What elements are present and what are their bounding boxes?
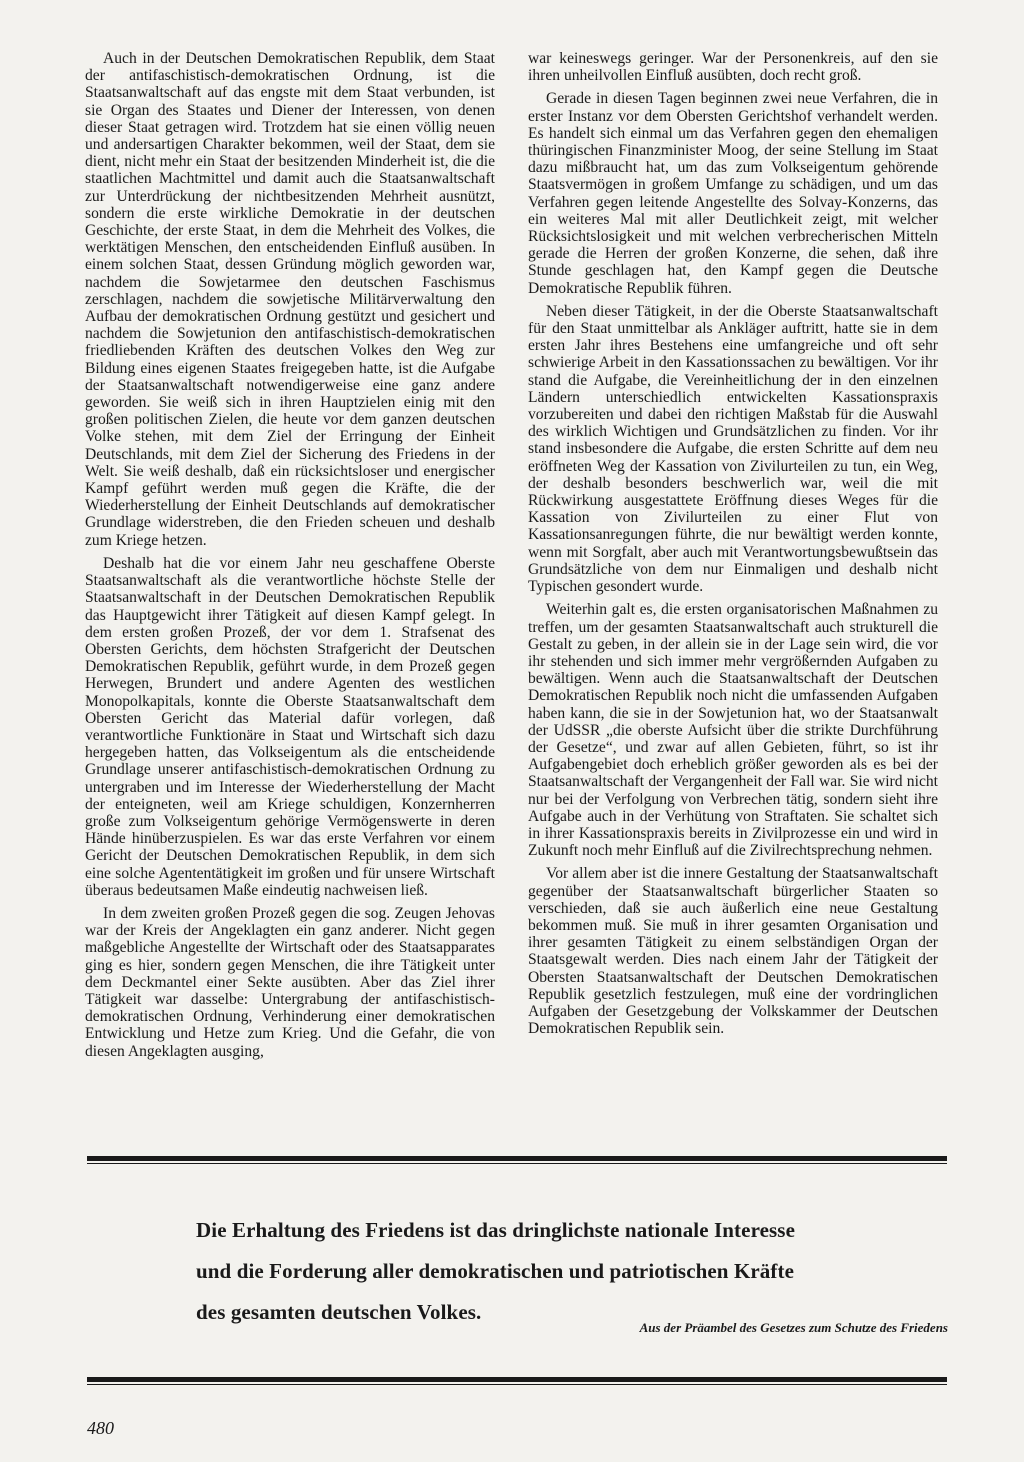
top-divider-rule — [87, 1156, 947, 1161]
paragraph: Gerade in diesen Tagen beginnen zwei neue Verfahren, die in erster Instanz vor dem Obersten Gerichtshof verhandelt werden. Es handelt sich einmal um das Verfahren gegen den ehemaligen thüringischen Finanzminister Moog, der seine Stellung im Staat dazu mißbraucht hat, um das zum Volkseigentum gehörende Staatsvermögen in großem Umfange zu schädigen, und um das Verfahren gegen leitende Angestellte des Solvay-Konzerns, das ein weiteres Mal mit aller Deutlichkeit zeigt, mit welcher Rücksichtslosigkeit und mit welchen verbrecherischen Mitteln gerade die Herren der großen Konzerne, die sehen, daß ihre Stunde geschlagen hat, den Kampf gegen die Deutsche Demokratische Republik führen. — [528, 90, 938, 297]
paragraph: Neben dieser Tätigkeit, in der die Oberste Staatsanwaltschaft für den Staat unmittelbar als Ankläger auftritt, hatte sie in dem ersten Jahr ihres Bestehens eine umfangreiche und oft sehr schwierige Arbeit in den Kassationssachen zu bewältigen. Vor ihr stand die Aufgabe, die Vereinheitlichung der in den einzelnen Ländern unterschiedlich entwickelten Kassationspraxis vorzubereiten und dabei den richtigen Maßstab für die Auswahl des wirklich Wichtigen und Grundsätzlichen zu finden. Vor ihr stand insbesondere die Aufgabe, die ersten Schritte auf dem neu eröffneten Weg der Kassation von Zivilurteilen zu tun, ein Weg, der deshalb besonders beschwerlich war, weil die mit Rückwirkung ausgestattete Eröffnung dieses Weges für die Kassation von Zivilurteilen zu einer Flut von Kassationsanregungen führte, die nur bewältigt werden konnte, wenn mit Sorgfalt, aber auch mit Verantwortungsbewußtsein das Grundsätzliche von dem nur Einmaligen und deshalb nicht Typischen gesondert wurde. — [528, 302, 938, 596]
paragraph: Vor allem aber ist die innere Gestaltung der Staatsanwaltschaft gegenüber der Staatsanwaltschaft bürgerlicher Staaten so verschieden, daß sie auch äußerlich eine neue Gestaltung bekommen muß. Sie muß in ihrer gesamten Organisation und ihrer gesamten Tätigkeit zu einem selbständigen Organ der Staatsgewalt werden. Dies nach einem Jahr der Tätigkeit der Obersten Staatsanwaltschaft der Deutschen Demokratischen Republik gesetzlich festzulegen, muß eine der vordringlichen Aufgaben der Gesetzgebung der Volkskammer der Deutschen Demokratischen Republik sein. — [528, 865, 938, 1038]
quote-source: Aus der Präambel des Gesetzes zum Schutze des Friedens — [639, 1320, 948, 1335]
paragraph: Auch in der Deutschen Demokratischen Republik, dem Staat der antifaschistisch-demokratischen Ordnung, ist die Staatsanwaltschaft auf das engste mit dem Staat verbunden, ist sie Organ des Staates und Diener der Interessen, von denen dieser Staat getragen wird. Trotzdem hat sie einen völlig neuen und andersartigen Charakter bekommen, weil der Staat, dem sie dient, nicht mehr ein Staat der besitzenden Minderheit ist, die die staatlichen Machtmittel und damit auch die Staatsanwaltschaft zur Unterdrückung der nichtbesitzenden Mehrheit ausnützt, sondern die erste wirkliche Demokratie in der deutschen Geschichte, der erste Staat, in dem die Mehrheit des Volkes, die werktätigen Menschen, den entscheidenden Einfluß ausüben. In einem solchen Staat, dessen Gründung möglich geworden war, nachdem die Sowjetarmee den deutschen Faschismus zerschlagen, nachdem die sowjetische Militärverwaltung den Aufbau der demokratischen Ordnung gestützt und gesichert und nachdem die Sowjetunion den antifaschistisch-demokratischen friedliebenden Kräften des deutschen Volkes den Weg zur Bildung eines eigenen Staates freigegeben hatte, ist die Aufgabe der Staatsanwaltschaft notwendigerweise eine ganz andere geworden. Sie weiß sich in ihren Hauptzielen einig mit den großen politischen Zielen, die heute vor dem ganzen deutschen Volke stehen, mit dem Ziel der Erringung der Einheit Deutschlands, mit dem Ziel der Sicherung des Friedens in der Welt. Sie weiß deshalb, daß ein rücksichtsloser und energischer Kampf geführt werden muß gegen die Kräfte, die der Wiederherstellung der Einheit Deutschlands auf demokratischer Grundlage widerstreben, die den Frieden scheuen und deshalb zum Kriege hetzen. — [85, 50, 495, 549]
paragraph: Weiterhin galt es, die ersten organisatorischen Maßnahmen zu treffen, um der gesamten Staatsanwaltschaft auch strukturell die Gestalt zu geben, in der allein sie in der Lage sein wird, die vor ihr stehenden und sich immer mehr vergrößernden Aufgaben zu bewältigen. Wenn auch die Staatsanwaltschaft der Deutschen Demokratischen Republik noch nicht die umfassenden Aufgaben haben kann, die sie in der Sowjetunion hat, wo der Staatsanwalt der UdSSR „die oberste Aufsicht über die strikte Durchführung der Gesetze“, und zwar auf allen Gebieten, führt, so ist ihr Aufgabengebiet doch erheblich größer geworden als es bei der Staatsanwaltschaft der Vergangenheit der Fall war. Sie wird nicht nur bei der Verfolgung von Verbrechen tätig, sondern sieht ihre Aufgabe auch in der Verhütung von Straftaten. Sie schaltet sich in ihrer Kassationspraxis bereits in Zivilprozesse ein und wird in Zukunft noch mehr Einfluß auf die Zivilrechtsprechung nehmen. — [528, 601, 938, 860]
paragraph: war keineswegs geringer. War der Personenkreis, auf den sie ihren unheilvollen Einfluß ausübten, doch recht groß. — [528, 50, 938, 85]
page-number: 480 — [87, 1418, 114, 1438]
quote-line: Die Erhaltung des Friedens ist das dringlichste nationale Interesse — [196, 1218, 795, 1242]
paragraph: In dem zweiten großen Prozeß gegen die sog. Zeugen Jehovas war der Kreis der Angeklagten ein ganz anderer. Nicht gegen maßgebliche Angestellte der Wirtschaft oder des Staatsapparates ging es hier, sondern gegen Menschen, die ihre Tätigkeit unter dem Deckmantel einer Sekte ausübten. Aber das Ziel ihrer Tätigkeit war dasselbe: Untergrabung der antifaschistisch-demokratischen Ordnung, Verhinderung einer demokratischen Entwicklung und Hetze zum Krieg. Und die Gefahr, die von diesen Angeklagten ausging, — [85, 904, 495, 1060]
peace-quote — [196, 1210, 936, 1333]
paragraph: Deshalb hat die vor einem Jahr neu geschaffene Oberste Staatsanwaltschaft als die verantwortliche höchste Stelle der Staatsanwaltschaft in der Deutschen Demokratischen Republik das Hauptgewicht ihrer Tätigkeit auf diesen Kampf gelegt. In dem ersten großen Prozeß, der vor dem 1. Strafsenat des Obersten Gerichts, dem höchsten Strafgericht der Deutschen Demokratischen Republik, geführt wurde, in dem Prozeß gegen Herwegen, Brundert und andere Agenten des westlichen Monopolkapitals, konnte die Oberste Staatsanwaltschaft dem Obersten Gericht das Material dafür vorlegen, daß verantwortliche Funktionäre in Staat und Wirtschaft sich dazu hergegeben hatten, das Volkseigentum als die entscheidende Grundlage unserer antifaschistisch-demokratischen Ordnung zu untergraben und im Interesse der Wiederherstellung der Macht der enteigneten, weil am Kriege schuldigen, Konzernherren große zum Volkseigentum gehörige Vermögenswerte in deren Hände hinüberzuspielen. Es war das erste Verfahren vor einem Gericht der Deutschen Demokratischen Republik, in dem sich eine solche Agententätigkeit im großen und für unsere Wirtschaft überaus bedeutsamen Maße eindeutig nachweisen ließ. — [85, 554, 495, 899]
right-text-column — [528, 50, 938, 1037]
left-text-column — [85, 50, 495, 1060]
bottom-divider-rule — [87, 1377, 947, 1382]
quote-line: und die Forderung aller demokratischen und patriotischen Kräfte — [196, 1259, 795, 1283]
quote-line: des gesamten deutschen Volkes. — [196, 1300, 482, 1324]
